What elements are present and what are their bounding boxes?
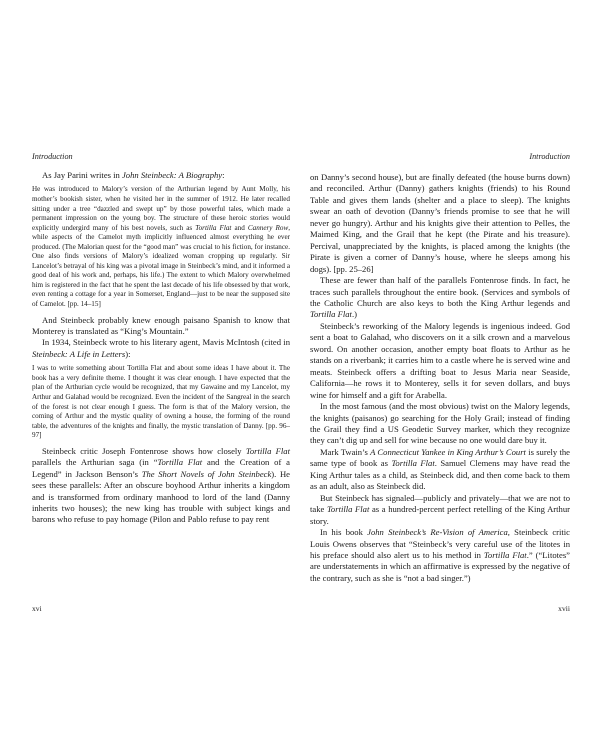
page-number-right: xvii bbox=[558, 604, 570, 613]
running-head-left: Introduction bbox=[32, 152, 73, 161]
reworking-paragraph: Steinbeck’s reworking of the Malory legends is ingenious indeed. God sent a boat to Galahad, who discovers on it a silk crown and a marvelous sword. On another occasion, another empty boat floats to Arthur as he stands on a riverbank; it carries him to a castle where he is served wine and meats. Steinbeck offers a drifting boat to Jesus Maria near Seaside, California—he rows it to Monterey, sells it for seven dollars, and buys wine for himself and a gift for Arabella. bbox=[310, 320, 570, 400]
intro-paragraph: As Jay Parini writes in John Steinbeck: A Biography: bbox=[42, 170, 225, 180]
continued-paragraph: on Danny’s second house), but are finally defeated (the house burns down) and reconciled. Arthur (Danny) gathers knights (friends) to his Round Table and gives them lands (shelter and a place to sleep). The knights swear an oath of devotion (Danny’s friends promise to see that he will never go hungry). Arthur and his knights give their attention to Pelles, the Maimed King, and the Grail that he kept (the Pirate and his treasure). Percival, unappreciated by the knights, is placed among the knights (the Pirate is given a corner of Danny’s house, where he sleeps among his dogs). [pp. 25–26] bbox=[310, 172, 570, 274]
page-number-left: xvi bbox=[32, 604, 42, 613]
fontenrose-paragraph: Steinbeck critic Joseph Fontenrose shows how closely Tortilla Flat parallels the Arthurian saga (in “Tortilla Flat and the Creation of a Legend” in Jackson Benson’s The Short Novels of John Steinbeck). He sees these parallels: After an obscure boyhood Arthur inherits a kingdom and is transformed from ordinary manhood to lord of the land (Danny inherits two houses); the new king has trouble with subject kings and barons who refuse to pay homage (Pilon and Pablo refuse to pay rent bbox=[32, 445, 290, 525]
running-head-right: Introduction bbox=[529, 152, 570, 161]
paisano-paragraph: And Steinbeck probably knew enough paisano Spanish to know that Monterey is translated as “King’s Mountain.” bbox=[32, 314, 290, 337]
parini-quote: He was introduced to Malory’s version of the Arthurian legend by Aunt Molly, his mother’s bookish sister, when he visited her in the summer of 1912. He later recalled sitting under a tree “dazzled and swept up” by those powerful tales, which made a permanent impression on the young boy. The structure of these heroic stories would explicitly undergird many of his best novels, such as Tortilla Flat and Cannery Row, while aspects of the Camelot myth implicitly influenced almost everything he ever produced. (The Malorian quest for the “good man” was crucial to his fiction, for instance. One also finds versions of Malory’s idealized woman cropping up regularly. Sir Lancelot’s betrayal of his king was a pivotal image in Steinbeck’s mind, and it informed a good deal of his work and, perhaps, his life.) The extent to which Malory overwhelmed him is registered in the fact that he spent the last decade of his life obsessed by that work, even renting a cottage for a year in Somerset, England—just to be near the supposed site of Camelot. [pp. 14–15] bbox=[32, 185, 291, 309]
owens-paragraph: In his book John Steinbeck’s Re-Vision of America, Steinbeck critic Louis Owens observes that “Steinbeck’s very careful use of the litotes in his preface should also alert us to his method in Tortilla Flat.” (“Litotes” are understatements in which an affirmative is expressed by the negative of the contrary, such as she is “not a bad singer.”) bbox=[310, 527, 570, 583]
parallels-paragraph: These are fewer than half of the parallels Fontenrose finds. In fact, he traces such parallels throughout the entire book. (Services and symbols of the Catholic Church are also keys to both the King Arthur legends and Tortilla Flat.) bbox=[310, 275, 570, 320]
left-page bbox=[32, 0, 290, 750]
holy-grail-paragraph: In the most famous (and the most obvious) twist on the Malory legends, the knights (paisanos) go searching for the Holy Grail; instead of finding the Grail they find a US Geodetic Survey marker, which they recognize they can’t dig up and sell for wine because no one would dare buy it. bbox=[310, 401, 570, 446]
right-page bbox=[310, 0, 570, 750]
letter-intro-paragraph: In 1934, Steinbeck wrote to his literary agent, Mavis McIntosh (cited in Steinbeck: A Life in Letters): bbox=[32, 337, 290, 359]
mark-twain-paragraph: Mark Twain’s A Connecticut Yankee in King Arthur’s Court is surely the same type of book as Tortilla Flat. Samuel Clemens may have read the King Arthur tales as a child, as Steinbeck did, and then come back to them as an adult, also as Steinbeck did. bbox=[310, 446, 570, 492]
steinbeck-letter-quote: I was to write something about Tortilla Flat and about some ideas I have about it. The book has a very definite theme. I thought it was clear enough. I have expected that the plan of the Arthurian cycle would be recognized, that my Gawaine and my Lancelot, my Arthur and Galahad would be recognized. Even the incident of the Sangreal in the search of the forest is not clear enough I guess. The form is that of the Malory version, the coming of Arthur and the mystic quality of owning a house, the forming of the round table, the adventures of the knights and finally, the mystic translation of Danny. [pp. 96–97] bbox=[32, 364, 290, 440]
signaled-paragraph: But Steinbeck has signaled—publicly and privately—that we are not to take Tortilla Flat as a hundred-percent perfect retelling of the King Arthur story. bbox=[310, 492, 570, 526]
left-page-body bbox=[32, 170, 290, 526]
right-page-body bbox=[310, 172, 570, 584]
